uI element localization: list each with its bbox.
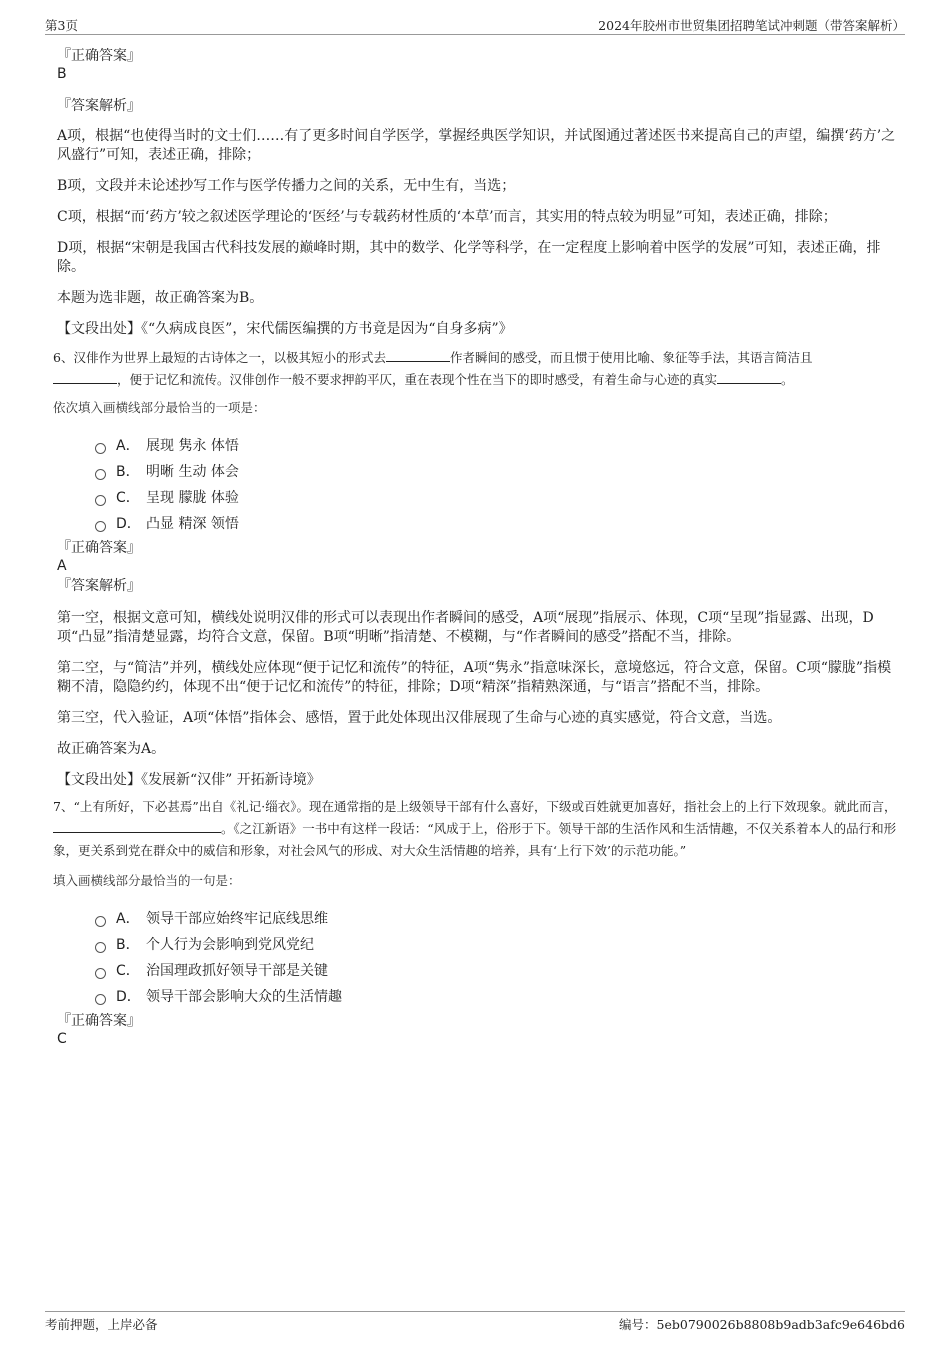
radio-icon[interactable]: [95, 443, 106, 454]
radio-icon[interactable]: [95, 942, 106, 953]
question-7-stem: 7、“上有所好，下必甚焉”出自《礼记·缁衣》。现在通常指的是上级领导干部有什么喜好，下级或百姓就更加喜好，指社会上的上行下效现象。就此而言，。《之江新语》一书中有这样一段话：“风成于上，俗形于下。领导干部的生活作风和生活情趣，不仅关系着本人的品行和形象，更关系到党在群众中的威信和形象，对社会风气的形成、对大众生活情趣的培养，具有‘上行下效’的示范功能。”: [53, 799, 897, 858]
page-content: [53, 47, 897, 1048]
question-6-stem: 6、汉俳作为世界上最短的古诗体之一，以极其短小的形式去 作者瞬间的感受，而且惯于使用比喻、象征等手法，其语言简洁且 ，便于记忆和流传。汉俳创作一般不要求押韵平仄，重在表现个性在当下的即时感受，有着生命与心迹的真实 。: [53, 347, 897, 391]
question-6-instruction: 依次填入画横线部分最恰当的一项是：: [53, 400, 266, 415]
question-7-options: [95, 906, 897, 1010]
correct-answer-label: 『正确答案』: [57, 1013, 141, 1029]
analysis-conclusion: 故正确答案为A。: [57, 741, 166, 757]
option-a[interactable]: A． 领导干部应始终牢记底线思维: [95, 906, 897, 932]
option-a[interactable]: A． 展现 隽永 体悟: [95, 433, 897, 459]
option-b[interactable]: B． 明晰 生动 体会: [95, 459, 897, 485]
document-code: 编号：5eb0790026b8808b9adb3afc9e646bd6: [619, 1317, 905, 1332]
question-7-instruction: 填入画横线部分最恰当的一句是：: [53, 873, 241, 888]
analysis-paragraph: 第二空，与“简洁”并列，横线处应体现“便于记忆和流传”的特征，A项“隽永”指意味深长，意境悠远，符合文意，保留。C项“朦胧”指模糊不清，隐隐约约，体现不出“便于记忆和流传”的特征，排除；D项“精深”指精熟深通，与“语言”搭配不当，排除。: [57, 660, 892, 695]
correct-answer-label: 『正确答案』: [57, 540, 141, 556]
page-footer: [45, 1311, 905, 1333]
option-d[interactable]: D． 领导干部会影响大众的生活情趣: [95, 984, 897, 1010]
radio-icon[interactable]: [95, 968, 106, 979]
radio-icon[interactable]: [95, 495, 106, 506]
analysis-paragraph: D项，根据“宋朝是我国古代科技发展的巅峰时期，其中的数学、化学等科学，在一定程度上影响着中医学的发展”可知，表述正确，排除。: [57, 240, 881, 275]
radio-icon[interactable]: [95, 469, 106, 480]
analysis-paragraph: 第一空，根据文意可知，横线处说明汉俳的形式可以表现出作者瞬间的感受，A项“展现”指展示、体现，C项“呈现”指显露、出现，D项“凸显”指清楚显露，均符合文意，保留。B项“明晰”指清楚、不模糊，与“作者瞬间的感受”搭配不当，排除。: [57, 610, 874, 645]
correct-answer-label: 『正确答案』: [57, 48, 141, 64]
correct-answer-value: A: [57, 558, 67, 574]
fill-blank: [53, 818, 221, 833]
analysis-paragraph: 第三空，代入验证，A项“体悟”指体会、感悟，置于此处体现出汉俳展现了生命与心迹的真实感觉，符合文意，当选。: [57, 710, 782, 726]
option-c[interactable]: C． 呈现 朦胧 体验: [95, 485, 897, 511]
page-header: [45, 14, 905, 35]
option-b[interactable]: B． 个人行为会影响到党风党纪: [95, 932, 897, 958]
fill-blank: [717, 369, 781, 384]
radio-icon[interactable]: [95, 916, 106, 927]
correct-answer-value: C: [57, 1031, 67, 1047]
fill-blank: [53, 369, 117, 384]
document-title: 2024年胶州市世贸集团招聘笔试冲刺题（带答案解析）: [598, 18, 905, 33]
analysis-paragraph: A项，根据“也使得当时的文士们……有了更多时间自学医学，掌握经典医学知识，并试图通过著述医书来提高自己的声望，编撰‘药方’之风盛行”可知，表述正确，排除；: [57, 128, 896, 163]
option-c[interactable]: C． 治国理政抓好领导干部是关键: [95, 958, 897, 984]
footer-slogan: 考前押题，上岸必备: [45, 1317, 158, 1332]
correct-answer-value: B: [57, 66, 67, 82]
analysis-label: 『答案解析』: [57, 98, 141, 114]
passage-source: 【文段出处】《发展新“汉俳” 开拓新诗境》: [57, 772, 321, 788]
radio-icon[interactable]: [95, 521, 106, 532]
analysis-conclusion: 本题为选非题，故正确答案为B。: [57, 290, 264, 306]
analysis-label: 『答案解析』: [57, 578, 141, 594]
question-6-options: [95, 433, 897, 537]
passage-source: 【文段出处】《“久病成良医”，宋代儒医编撰的方书竟是因为“自身多病”》: [57, 321, 513, 337]
fill-blank: [386, 347, 450, 362]
analysis-paragraph: B项，文段并未论述抄写工作与医学传播力之间的关系，无中生有，当选；: [57, 178, 516, 194]
radio-icon[interactable]: [95, 994, 106, 1005]
analysis-paragraph: C项，根据“而‘药方’较之叙述医学理论的‘医经’与专载药材性质的‘本草’而言，其实用的特点较为明显”可知，表述正确，排除；: [57, 209, 837, 225]
option-d[interactable]: D． 凸显 精深 领悟: [95, 511, 897, 537]
page-number: 第3页: [45, 18, 78, 33]
